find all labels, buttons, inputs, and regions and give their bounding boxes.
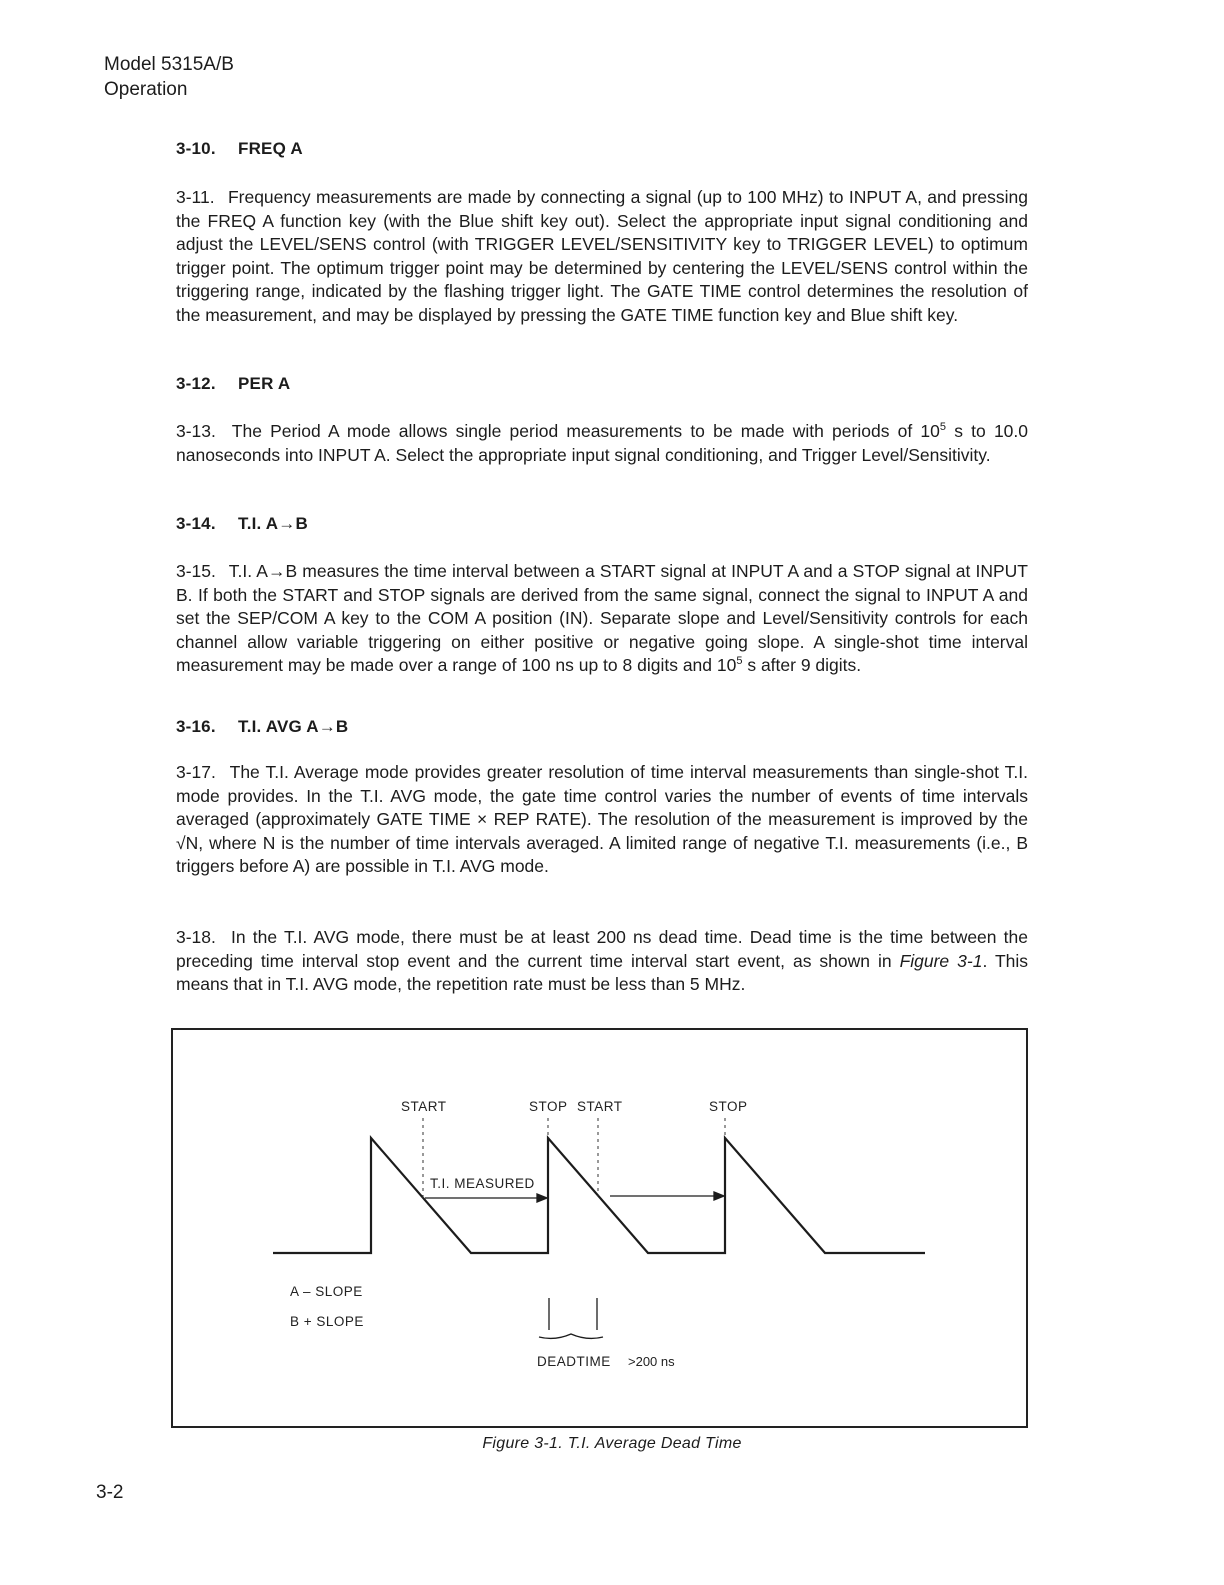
paragraph-number: 3-13. — [176, 421, 216, 441]
section-heading-3-12 — [176, 374, 290, 394]
timing-diagram — [173, 1030, 1030, 1430]
paragraph-3-17 — [176, 761, 1028, 879]
paragraph-text-cont: s after 9 digits. — [742, 655, 862, 675]
b-slope-label: B + SLOPE — [290, 1314, 364, 1329]
section-title: FREQ A — [238, 139, 303, 158]
paragraph-3-11 — [176, 186, 1028, 327]
stop-label-2: STOP — [709, 1099, 748, 1114]
start-label-1: START — [401, 1099, 447, 1114]
paragraph-text-cont: . This means that in T.I. AVG mode, the repetition rate must be less than 5 MHz. — [176, 950, 1029, 994]
paragraph-text: The Period A mode allows single period measurements to be made with periods of 10 — [231, 421, 940, 441]
exponent: 5 — [939, 421, 947, 434]
figure-caption: Figure 3-1. T.I. Average Dead Time — [482, 1435, 742, 1452]
deadtime-label: DEADTIME — [537, 1354, 611, 1369]
paragraph-number: 3-18. — [176, 927, 216, 947]
section-number: 3-10. — [176, 139, 216, 158]
section-number: 3-12. — [176, 374, 216, 393]
figure-reference: Figure 3-1 — [899, 950, 983, 971]
section-heading-3-16 — [176, 717, 348, 737]
paragraph-3-18 — [176, 926, 1028, 997]
waveform — [273, 1138, 925, 1253]
stop-label-1: STOP — [529, 1099, 568, 1114]
figure-3-1 — [171, 1028, 1028, 1428]
start-label-2: START — [577, 1099, 623, 1114]
section-number: 3-16. — [176, 717, 216, 736]
paragraph-text: The T.I. Average mode provides greater resolution of time interval measurements than single-shot T.I. mode provides. In the T.I. AVG mode, the gate time control varies the number of events of time intervals averaged (approximately GATE TIME × REP RATE). The resolution of the measurement is improved by the √N, where N is the number of time intervals averaged. A limited range of negative T.I. measurements (i.e., B triggers before A) are possible in T.I. AVG mode. — [176, 762, 1028, 876]
paragraph-text: Frequency measurements are made by connecting a signal (up to 100 MHz) to INPUT A, and pressing the FREQ A function key (with the Blue shift key out). Select the appropriate input signal conditioning and adjust the LEVEL/SENS control (with TRIGGER LEVEL/SENSITIVITY key to TRIGGER LEVEL) to optimum trigger point. The optimum trigger point may be determined by centering the LEVEL/SENS control within the triggering range, indicated by the flashing trigger light. The GATE TIME control determines the resolution of the measurement, and may be displayed by pressing the GATE TIME function key and Blue shift key. — [176, 187, 1028, 325]
a-slope-label: A – SLOPE — [290, 1284, 363, 1299]
section-title: T.I. A→B — [238, 514, 308, 533]
page-header — [104, 52, 234, 102]
paragraph-3-15 — [176, 560, 1028, 678]
section-heading-3-14 — [176, 514, 308, 534]
ti-measured-label: T.I. MEASURED — [430, 1176, 535, 1191]
paragraph-number: 3-11. — [176, 187, 215, 207]
page-number: 3-2 — [96, 1482, 124, 1503]
section-title: T.I. AVG A→B — [238, 717, 349, 736]
paragraph-number: 3-15. — [176, 561, 216, 581]
section-number: 3-14. — [176, 514, 216, 533]
paragraph-3-13 — [176, 420, 1028, 467]
model-label: Model 5315A/B — [104, 54, 234, 75]
deadtime-value: >200 ns — [628, 1354, 675, 1369]
paragraph-text: T.I. A→B measures the time interval between a START signal at INPUT A and a STOP signal at INPUT B. If both the START and STOP signals are derived from the same signal, connect the signal to INPUT A and set the SEP/COM A key to the COM A position (IN). Separate slope and Level/Sensitivity controls for each channel allow variable triggering on either positive or negative going slope. A single-shot time interval measurement may be made over a range of 100 ns up to 8 digits and 10 — [176, 561, 1028, 675]
paragraph-number: 3-17. — [176, 762, 216, 782]
deadtime-bracket — [539, 1298, 603, 1338]
paragraph-text: In the T.I. AVG mode, there must be at least 200 ns dead time. Dead time is the time between the preceding time interval stop event and the current time interval start event, as shown in — [176, 927, 1028, 971]
exponent: 5 — [736, 655, 743, 668]
paragraph-text-cont: s to 10.0 nanoseconds into INPUT A. Select the appropriate input signal conditioning, and Trigger Level/Sensitivity. — [176, 421, 1029, 465]
section-label: Operation — [104, 79, 188, 100]
section-title: PER A — [238, 374, 291, 393]
interval-arrows — [425, 1192, 724, 1202]
section-heading-3-10 — [176, 139, 303, 159]
